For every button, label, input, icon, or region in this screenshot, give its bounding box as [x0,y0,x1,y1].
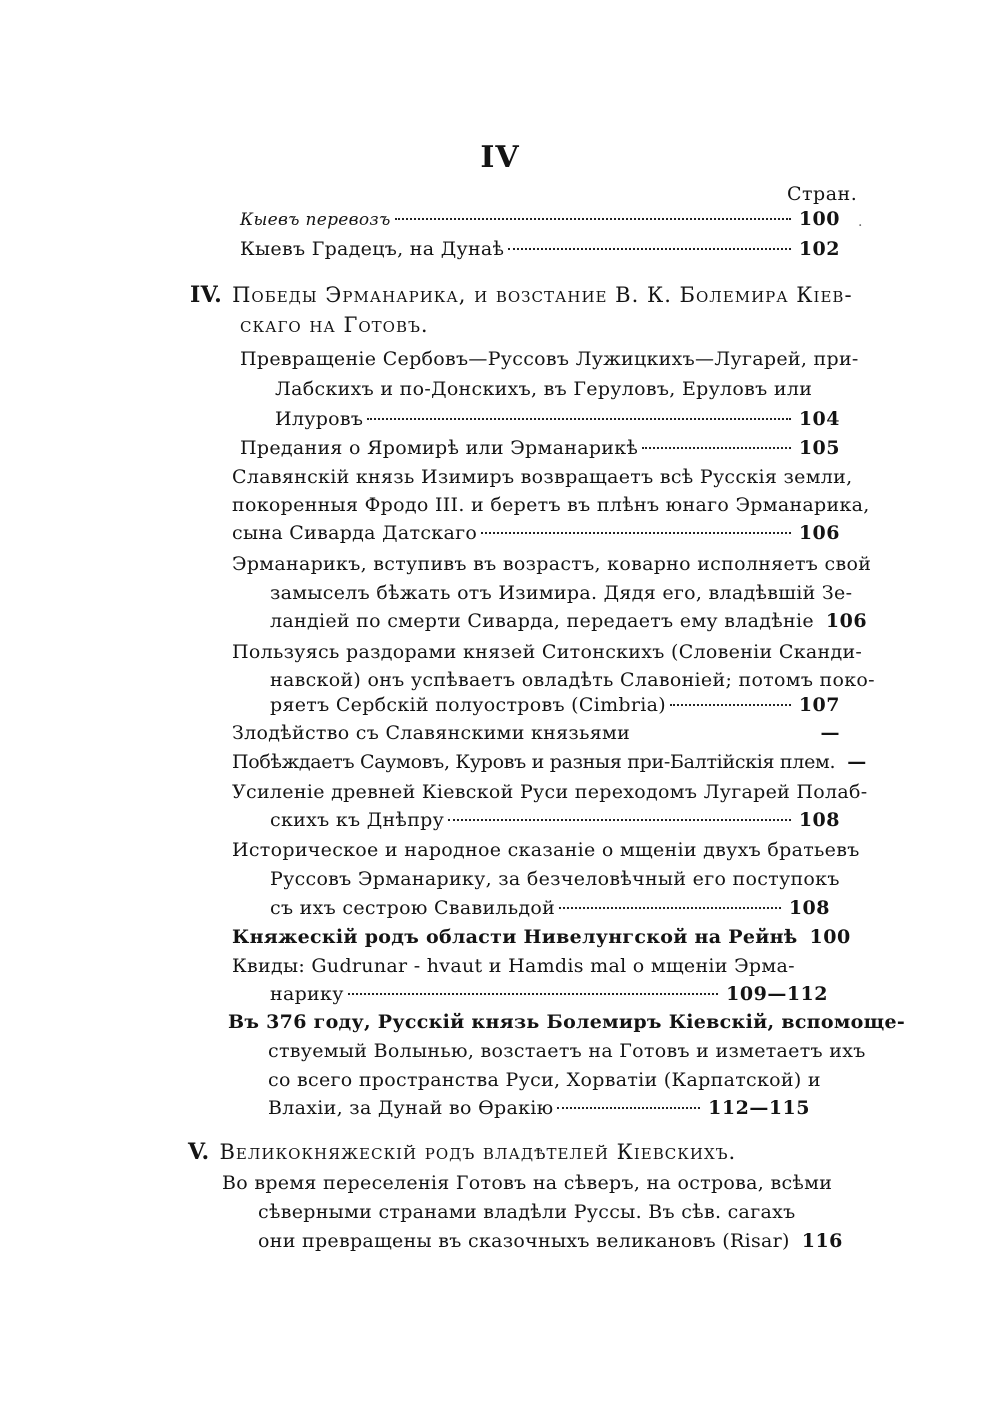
toc-entry-title: ствуемый Волынью, возстаетъ на Готовъ и изметаетъ ихъ [268,1040,866,1062]
toc-entry-title: покоренныя Фродо III. и беретъ въ плѣнъ юнаго Эрманарика, [232,494,870,516]
toc-entry-title: сына Сиварда Датскаго [232,522,478,544]
toc-entry-title: Славянскiй князь Изимиръ возвращаетъ всѣ Русскiя земли, [232,466,853,488]
toc-entry-title: Историческое и народное сказанiе о мщенiи двухъ братьевъ [232,839,860,861]
toc-entry [240,208,840,237]
toc-entry [232,926,851,955]
toc-entry-page: 107 [798,694,840,716]
toc-entry-page: 100 [798,208,840,230]
toc-entry-page: — [820,722,840,744]
toc-entry-continuation [258,1230,843,1259]
toc-entry-title: Лабскихъ и по-Донскихъ, въ Геруловъ, Еруловъ или [275,378,813,400]
toc-entry-page: 106 [825,610,868,632]
toc-entry [232,839,860,868]
toc-entry-continuation [268,1040,866,1069]
toc-entry-title: съ ихъ сестрою Свавильдой [270,897,556,919]
dot-leader [670,704,791,706]
toc-entry-title: Предания о Яромирѣ или Эрманарикѣ [240,437,639,459]
toc-entry-continuation [270,983,828,1012]
toc-entry-title: Квиды: Gudrunar - hvaut и Hamdis mal о мщенiи Эрма- [232,955,795,977]
toc-entry-page: 112—115 [708,1097,810,1119]
toc-entry [232,955,794,984]
dot-leader [642,447,791,449]
toc-entry-page: 109—112 [726,983,828,1005]
toc-entry-title: Превращенiе Сербовъ—Руссовъ Лужицкихъ—Лугарей, при- [240,348,859,370]
dot-leader [481,532,791,534]
dot-leader [367,418,791,420]
toc-entry [232,781,868,810]
page-column-header: Стран. [787,183,858,205]
page-number: IV [480,140,520,175]
section-title-line: Победы Эрманарика, и возстание В. К. Болемира Кiев- [232,283,853,307]
toc-entry-title: Усиленiе древней Кiевской Руси переходомъ Лугарей Полаб- [232,781,868,803]
toc-entry-page: 105 [798,437,840,459]
toc-entry-title: Кыевъ Градецъ, на Дунаѣ [240,238,505,260]
toc-entry-continuation [268,1069,821,1098]
toc-entry-page: 116 [801,1230,843,1252]
toc-entry-title: Влахiи, за Дунай во Ѳракiю [268,1097,554,1119]
toc-entry [240,238,840,267]
toc-entry-title: Пользуясь раздорами князей Ситонскихъ (Словенiи Сканди- [232,641,863,663]
section-title-line: Великокняжескiй родъ владѣтелей Кiевскихъ. [219,1140,737,1164]
section-heading [188,1139,788,1168]
scan-artifact-mark: · [858,218,863,234]
toc-entry-continuation [268,1097,810,1126]
toc-entry [240,348,859,377]
section-heading-continuation [240,313,790,342]
toc-entry-title: замыселъ бѣжать отъ Изимира. Дядя его, владѣвшiй Зе- [270,582,853,604]
toc-entry-title: ландiей по смерти Сиварда, передаетъ ему владѣнiе [270,610,814,632]
dot-leader [395,218,791,220]
toc-entry-page: 102 [798,238,840,260]
toc-entry-title: со всего пространства Руси, Хорватiи (Карпатской) и [268,1069,821,1091]
toc-entry-title: Кыевъ перевозъ [240,210,391,230]
toc-entry-title: Во время переселенiя Готовъ на сѣверъ, на острова, всѣми [222,1172,833,1194]
toc-entry-continuation [275,378,813,407]
section-heading [190,282,853,311]
toc-entry [232,722,840,751]
toc-entry-continuation [270,897,830,926]
toc-entry-continuation [270,868,840,897]
toc-entry-title: Княжескiй родъ области Нивелунгской на Рейнѣ [232,926,798,948]
toc-entry-title: они превращены въ сказочныхъ великановъ (Risar) [258,1230,790,1252]
toc-entry-continuation [232,494,870,523]
section-title-line: скаго на Готовъ. [240,313,429,337]
toc-entry [232,751,867,780]
toc-entry [240,437,840,466]
section-number: IV. [190,282,223,308]
dot-leader [448,819,791,821]
dot-leader [557,1107,700,1109]
toc-entry-page: 100 [809,926,851,948]
toc-entry-page: 104 [798,408,840,430]
toc-entry-title: Илуровъ [275,408,364,430]
toc-entry-page: 108 [798,809,840,831]
toc-entry-title: Руссовъ Эрманарику, за безчеловѣчный его поступокъ [270,868,840,890]
toc-entry [232,553,872,582]
toc-entry [232,641,863,670]
toc-entry-title: нарику [270,983,344,1005]
toc-entry-continuation [232,522,840,551]
toc-entry-continuation [270,694,840,723]
toc-entry [228,1011,906,1040]
dot-leader [348,993,719,995]
toc-entry [222,1172,833,1201]
toc-entry-page: — [847,751,867,773]
toc-entry-title: Въ 376 году, Русскiй князь Болемиръ Кiевскiй, вспомоще- [228,1011,906,1033]
toc-entry-title: Злодѣйство съ Славянскими князьями [232,722,631,744]
toc-entry-title: ряетъ Сербскiй полуостровъ (Cimbria) [270,694,666,716]
toc-entry-title: Побѣждаетъ Саумовъ, Куровъ и разныя при-Балтiйскiя плем. [232,751,836,773]
toc-entry-continuation [270,610,868,639]
toc-entry-continuation [270,809,840,838]
dot-leader [508,248,791,250]
toc-entry-title: скихъ къ Днѣпру [270,809,445,831]
toc-entry-title: Эрманарикъ, вступивъ въ возрастъ, коварно исполняетъ свой [232,553,872,575]
toc-entry-page: 108 [788,897,830,919]
toc-entry-continuation [270,582,853,611]
toc-entry-title: сѣверными странами владѣли Руссы. Въ сѣв. сагахъ [258,1201,796,1223]
toc-entry [232,466,853,495]
dot-leader [559,907,781,909]
toc-entry-page: 106 [798,522,840,544]
toc-entry-title: навской) онъ успѣваетъ овладѣть Славонiей; потомъ поко- [270,669,875,691]
section-number: V. [188,1139,210,1165]
toc-entry-continuation [258,1201,796,1230]
toc-entry-continuation [275,408,840,437]
